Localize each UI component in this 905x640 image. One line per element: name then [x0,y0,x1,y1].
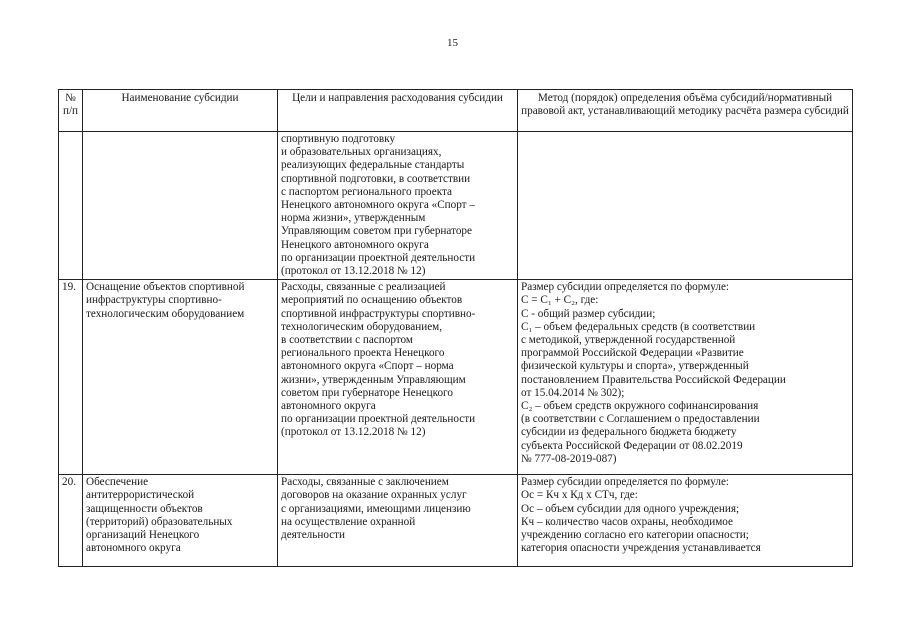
cont-goals-line: и образовательных организациях, [281,146,442,159]
subsidy-goals-line: технологическим оборудованием, [281,320,443,333]
subsidy-method-line: С = С₁ + С₂, где: [521,294,599,307]
table-row-20 [59,475,853,567]
subsidy-method-line: Размер субсидии определяется по формуле: [521,281,730,294]
subsidy-goals-line: Расходы, связанные с заключением [281,476,449,489]
subsidy-method-line: субсидии из федерального бюджета бюджету [521,426,737,439]
subsidy-method-line: № 777-08-2019-087) [521,452,617,465]
subsidy-name-line: защищенности объектов [86,502,203,515]
subsidy-method-cell [518,475,853,567]
cont-goals-line: норма жизни», утвержденным [281,212,426,225]
subsidy-method-line: Ос – объем субсидии для одного учреждения; [521,502,740,515]
cont-goals-line: Управляющим советом при губернаторе [281,225,472,238]
subsidy-method-line: с методикой, утвержденной государственной [521,334,736,347]
subsidy-name-line: технологическим оборудованием [86,307,245,320]
subsidy-name-line: антитеррористической [86,489,195,502]
subsidy-method-line: физической культуры и спорта», утвержденный [521,360,749,373]
subsidy-method-line: учреждению согласно его категории опасности; [521,529,749,542]
subsidy-method-line: С₁ – объем федеральных средств (в соответствии [521,320,756,333]
cont-goals-line: (протокол от 13.12.2018 № 12) [281,265,426,278]
subsidy-table [58,89,853,567]
subsidy-goals-line: Расходы, связанные с реализацией [281,281,446,294]
header-method: Метод (порядок) определения объёма субсидий/нормативный правовой акт, устанавливающий методику расчёта размера субсидий [518,90,853,132]
subsidy-method-line: программой Российской Федерации «Развитие [521,347,744,360]
cont-goals-line: реализующих федеральные стандарты [281,159,465,172]
subsidy-goals-cell [278,280,518,475]
subsidy-goals-line: (протокол от 13.12.2018 № 12) [281,426,426,439]
subsidy-method-cell [518,280,853,475]
subsidy-method-line: (в соответствии с Соглашением о предоставлении [521,413,760,426]
cont-name-cell [83,132,278,280]
subsidy-name-line: инфраструктуры спортивно- [86,294,222,307]
cont-goals-line: Ненецкого автономного округа [281,238,429,251]
subsidy-method-line: от 15.04.2014 № 302); [521,386,625,399]
subsidy-method-line: субъекта Российской Федерации от 08.02.2019 [521,439,743,452]
header-name: Наименование субсидии [83,90,278,132]
subsidy-goals-line: на осуществление охранной [281,515,416,528]
subsidy-goals-line: спортивной инфраструктуры спортивно- [281,307,476,320]
subsidy-name-line: Обеспечение [86,476,149,489]
subsidy-name-line: Оснащение объектов спортивной [86,281,245,294]
subsidy-name-line: организаций Ненецкого [86,529,200,542]
header-goals: Цели и направления расходования субсидии [278,90,518,132]
subsidy-method-line: Ос = Кч х Кд х СТч, где: [521,489,638,502]
table-row-continuation [59,132,853,280]
subsidy-goals-line: с организациями, имеющими лицензию [281,502,471,515]
subsidy-goals-line: советом при губернаторе Ненецкого [281,386,453,399]
row-number: 19. [59,280,83,475]
subsidy-name-cell [83,475,278,567]
cont-goals-line: по организации проектной деятельности [281,251,476,264]
cont-goals-cell [278,132,518,280]
subsidy-method-line: С₂ – объем средств окружного софинансирования [521,400,759,413]
cont-num-cell [59,132,83,280]
subsidy-name-line: автономного округа [86,542,181,555]
page-number: 15 [447,37,458,49]
subsidy-name-cell [83,280,278,475]
subsidy-goals-line: мероприятий по оснащению объектов [281,294,463,307]
cont-goals-line: спортивную подготовку [281,133,396,145]
subsidy-method-line: Размер субсидии определяется по формуле: [521,476,730,489]
subsidy-method-line: постановлением Правительства Российской Федерации [521,373,786,386]
subsidy-method-line: категория опасности учреждения устанавливается [521,542,761,555]
subsidy-method-line: С - общий размер субсидии; [521,307,656,320]
subsidy-goals-line: жизни», утвержденным Управляющим [281,373,466,386]
table-row-19 [59,280,853,475]
row-number: 20. [59,475,83,567]
subsidy-goals-line: деятельности [281,529,346,542]
subsidy-name-line: (территорий) образовательных [86,515,233,528]
subsidy-goals-line: регионального проекта Ненецкого [281,347,445,360]
cont-goals-line: спортивной подготовки, в соответствии [281,172,471,185]
table-header-row [59,90,853,132]
subsidy-method-line: Кч – количество часов охраны, необходимое [521,515,733,528]
cont-goals-line: с паспортом регионального проекта [281,185,453,198]
subsidy-goals-cell [278,475,518,567]
subsidy-goals-line: автономного округа [281,400,376,413]
subsidy-goals-line: договоров на оказание охранных услуг [281,489,467,502]
subsidy-goals-line: в соответствии с паспортом [281,334,413,347]
subsidy-goals-line: автономного округа «Спорт – норма [281,360,454,373]
subsidy-goals-line: по организации проектной деятельности [281,413,476,426]
cont-method-cell [518,132,853,280]
cont-goals-line: Ненецкого автономного округа «Спорт – [281,199,475,212]
header-num: № п/п [59,90,83,132]
